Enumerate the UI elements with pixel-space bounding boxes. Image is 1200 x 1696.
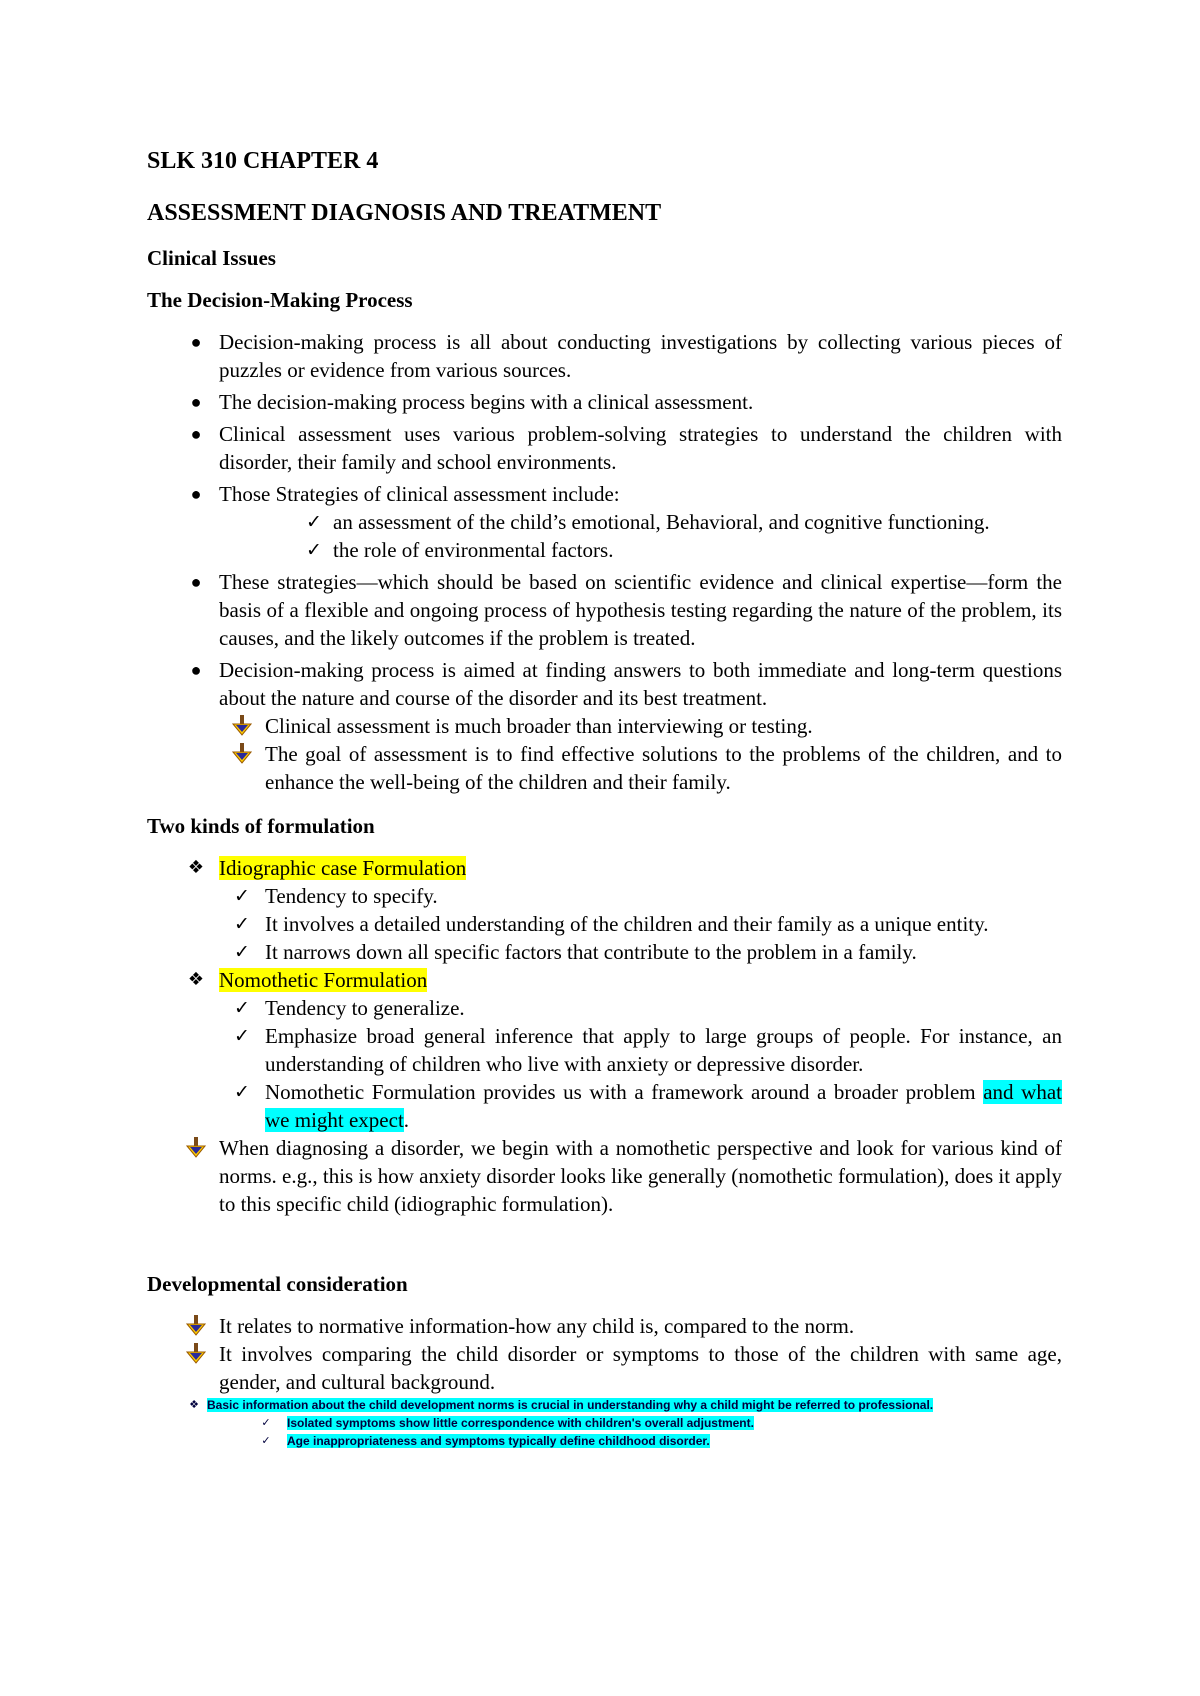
- list-subitem: ✓ It narrows down all specific factors that contribute to the problem in a family.: [227, 938, 1062, 966]
- checkmark-icon: ✓: [234, 885, 250, 907]
- page-subtitle: ASSESSMENT DIAGNOSIS AND TREATMENT: [147, 200, 662, 226]
- checkmark-icon: ✓: [234, 913, 250, 935]
- bullet-dot-icon: ●: [190, 392, 202, 412]
- bullet-dot-icon: ●: [190, 572, 202, 592]
- section-heading-developmental: Developmental consideration: [147, 1272, 408, 1296]
- four-diamond-icon: ❖: [189, 1398, 199, 1411]
- list-subitem: ✓ Isolated symptoms show little correspondence with children's overall adjustment.: [147, 1414, 1062, 1432]
- bullet-dot-icon: ●: [190, 332, 202, 352]
- list-item: ● Decision-making process is all about conducting investigations by collecting various pieces of puzzles or evidence from various sources.: [147, 328, 1062, 384]
- list-item: It relates to normative information-how any child is, compared to the norm.: [147, 1312, 1062, 1340]
- list-subitem: ✓ It involves a detailed understanding of the children and their family as a unique entity.: [227, 910, 1062, 938]
- checkmark-icon: ✓: [234, 1025, 250, 1047]
- four-diamond-icon: ❖: [187, 969, 205, 990]
- developmental-list: [147, 1312, 1062, 1396]
- list-subitem: ✓ Emphasize broad general inference that apply to large groups of people. For instance, an understanding of children who live with anxiety or depressive disorder.: [227, 1022, 1062, 1078]
- list-item: ● Clinical assessment uses various problem-solving strategies to understand the children with disorder, their family and school environments.: [147, 420, 1062, 476]
- checkmark-icon: ✓: [234, 941, 250, 963]
- decision-making-list: [147, 328, 1062, 796]
- list-item: It involves comparing the child disorder or symptoms to those of the children with same age, gender, and cultural background.: [147, 1340, 1062, 1396]
- arrow-down-icon: [181, 1134, 211, 1166]
- bullet-dot-icon: ●: [190, 484, 202, 504]
- checkmark-icon: ✓: [234, 1081, 250, 1103]
- list-subitem: ✓ Tendency to generalize.: [227, 994, 1062, 1022]
- bullet-dot-icon: ●: [190, 424, 202, 444]
- list-subitem: ✓ Nomothetic Formulation provides us with a framework around a broader problem and what we might expect.: [227, 1078, 1062, 1134]
- four-diamond-icon: ❖: [187, 857, 205, 878]
- list-subitem: ✓ the role of environmental factors.: [299, 536, 1062, 564]
- list-item: When diagnosing a disorder, we begin with a nomothetic perspective and look for various kind of norms. e.g., this is how anxiety disorder looks like generally (nomothetic formulation), does it apply to this specific child (idiographic formulation).: [147, 1134, 1062, 1218]
- developmental-small-list: [147, 1396, 1062, 1450]
- bullet-dot-icon: ●: [190, 660, 202, 680]
- list-item: ● Decision-making process is aimed at finding answers to both immediate and long-term questions about the nature and course of the disorder and its best treatment.: [147, 656, 1062, 712]
- list-item: ● These strategies—which should be based on scientific evidence and clinical expertise—form the basis of a flexible and ongoing process of hypothesis testing regarding the nature of the problem, its causes, and the likely outcomes if the problem is treated.: [147, 568, 1062, 652]
- list-item: ❖ Basic information about the child development norms is crucial in understanding why a child might be referred to professional.: [147, 1396, 1062, 1414]
- section-heading-clinical-issues: Clinical Issues: [147, 246, 276, 270]
- list-item: ● Those Strategies of clinical assessment include:: [147, 480, 1062, 508]
- checkmark-icon: ✓: [306, 539, 322, 561]
- list-subitem: ✓ Tendency to specify.: [227, 882, 1062, 910]
- arrow-down-icon: [227, 740, 257, 772]
- section-heading-decision-making: The Decision-Making Process: [147, 288, 413, 312]
- list-item: ● The decision-making process begins with a clinical assessment.: [147, 388, 1062, 416]
- list-subitem: ✓ Age inappropriateness and symptoms typically define childhood disorder.: [147, 1432, 1062, 1450]
- list-item: ❖ Nomothetic Formulation: [147, 966, 1062, 994]
- list-item: ❖ Idiographic case Formulation: [147, 854, 1062, 882]
- list-subitem: ✓ an assessment of the child’s emotional, Behavioral, and cognitive functioning.: [299, 508, 1062, 536]
- list-subitem: Clinical assessment is much broader than interviewing or testing.: [227, 712, 1062, 740]
- checkmark-icon: ✓: [261, 1416, 271, 1429]
- checkmark-icon: ✓: [234, 997, 250, 1019]
- section-heading-two-kinds: Two kinds of formulation: [147, 814, 375, 838]
- arrow-down-icon: [181, 1340, 211, 1372]
- formulation-list: [147, 854, 1062, 1218]
- page-title: SLK 310 CHAPTER 4: [147, 148, 379, 174]
- checkmark-icon: ✓: [261, 1434, 271, 1447]
- list-subitem: The goal of assessment is to find effective solutions to the problems of the children, and to enhance the well-being of the children and their family.: [227, 740, 1062, 796]
- document-body: [147, 146, 1062, 1450]
- checkmark-icon: ✓: [306, 511, 322, 533]
